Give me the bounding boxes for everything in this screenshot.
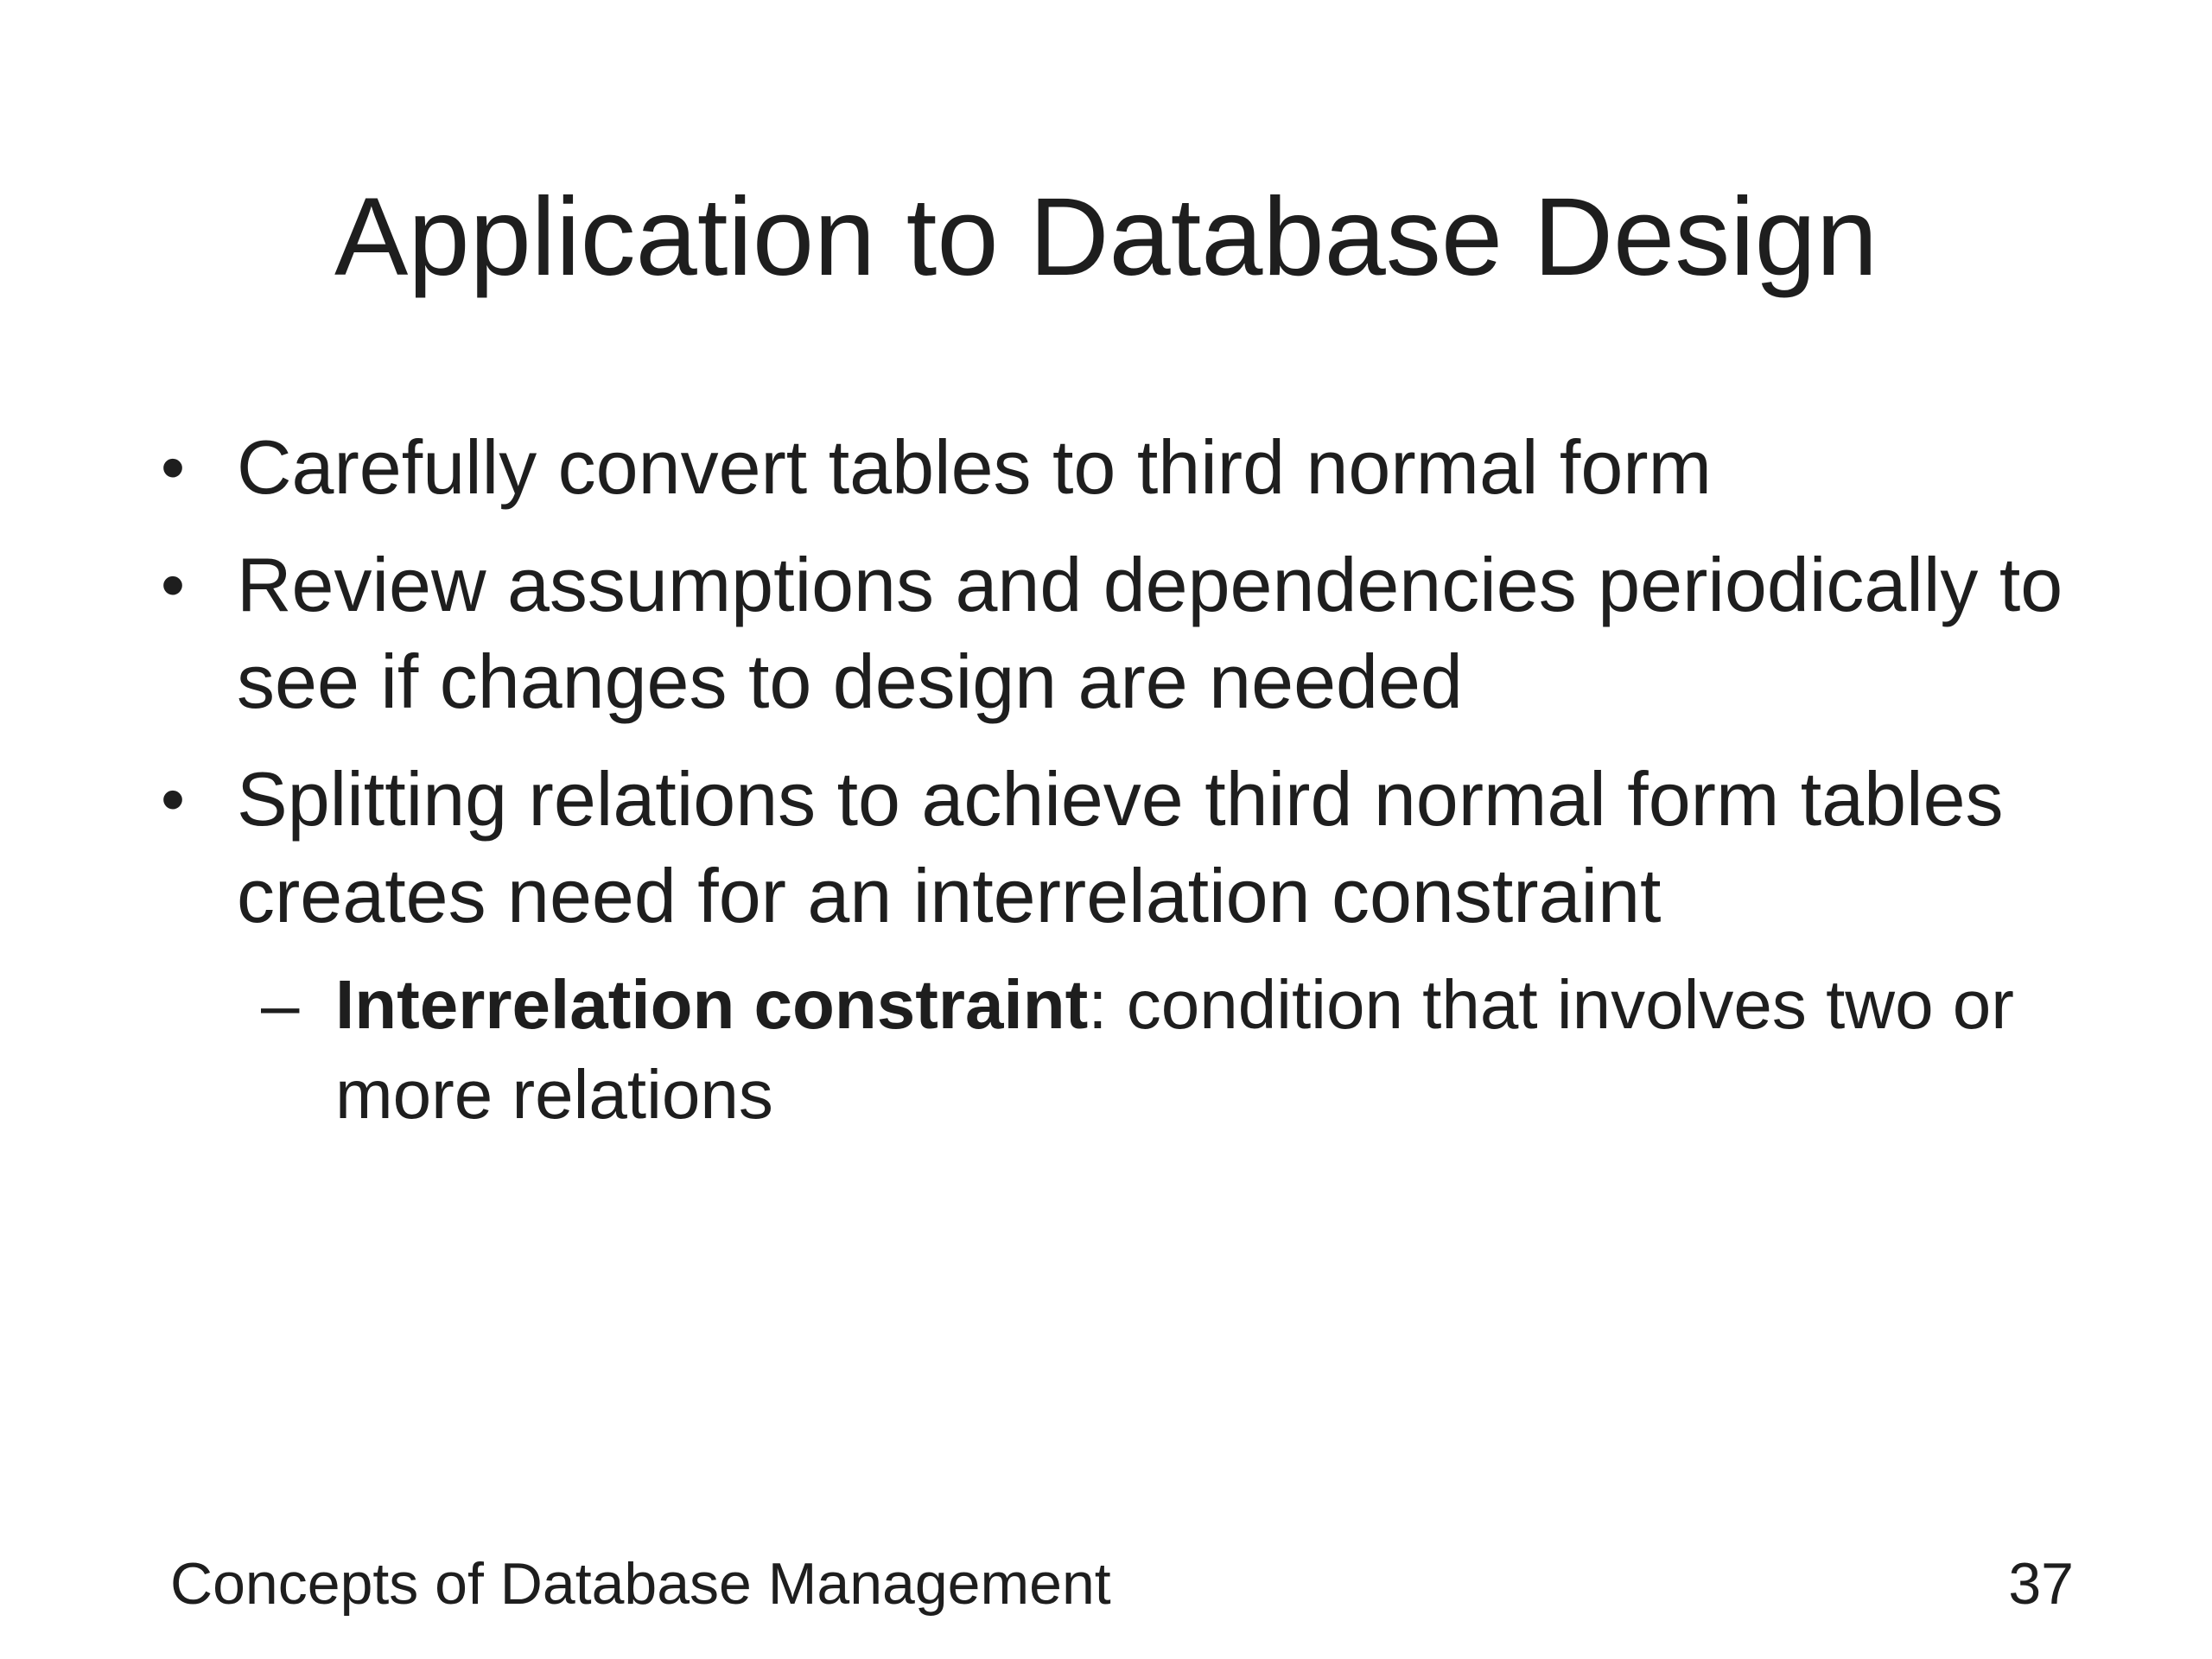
slide-number: 37 [2008,1551,2074,1617]
footer-course-title: Concepts of Database Management [170,1551,1111,1617]
bullet-marker: • [160,429,185,505]
sub-bullet-item [156,960,2091,1140]
bullet-text: Splitting relations to achieve third normal form tables creates need for an interrelation constraint [237,756,2004,938]
term-definition: : condition that involves two or more relations [335,966,2014,1133]
bullet-marker: • [160,546,185,623]
bullet-marker: • [160,760,185,837]
bullet-text: Review assumptions and dependencies periodically to see if changes to design are needed [237,542,2063,724]
sub-bullet-marker: – [261,966,300,1043]
bullet-item [156,537,2091,730]
bullet-text: Carefully convert tables to third normal form [237,424,1712,510]
bullet-item [156,751,2091,944]
defined-term: Interrelation constraint [335,966,1089,1043]
slide-title: Application to Database Design [334,175,1878,299]
bullet-item [156,419,2091,516]
bullet-list [156,419,2091,1140]
